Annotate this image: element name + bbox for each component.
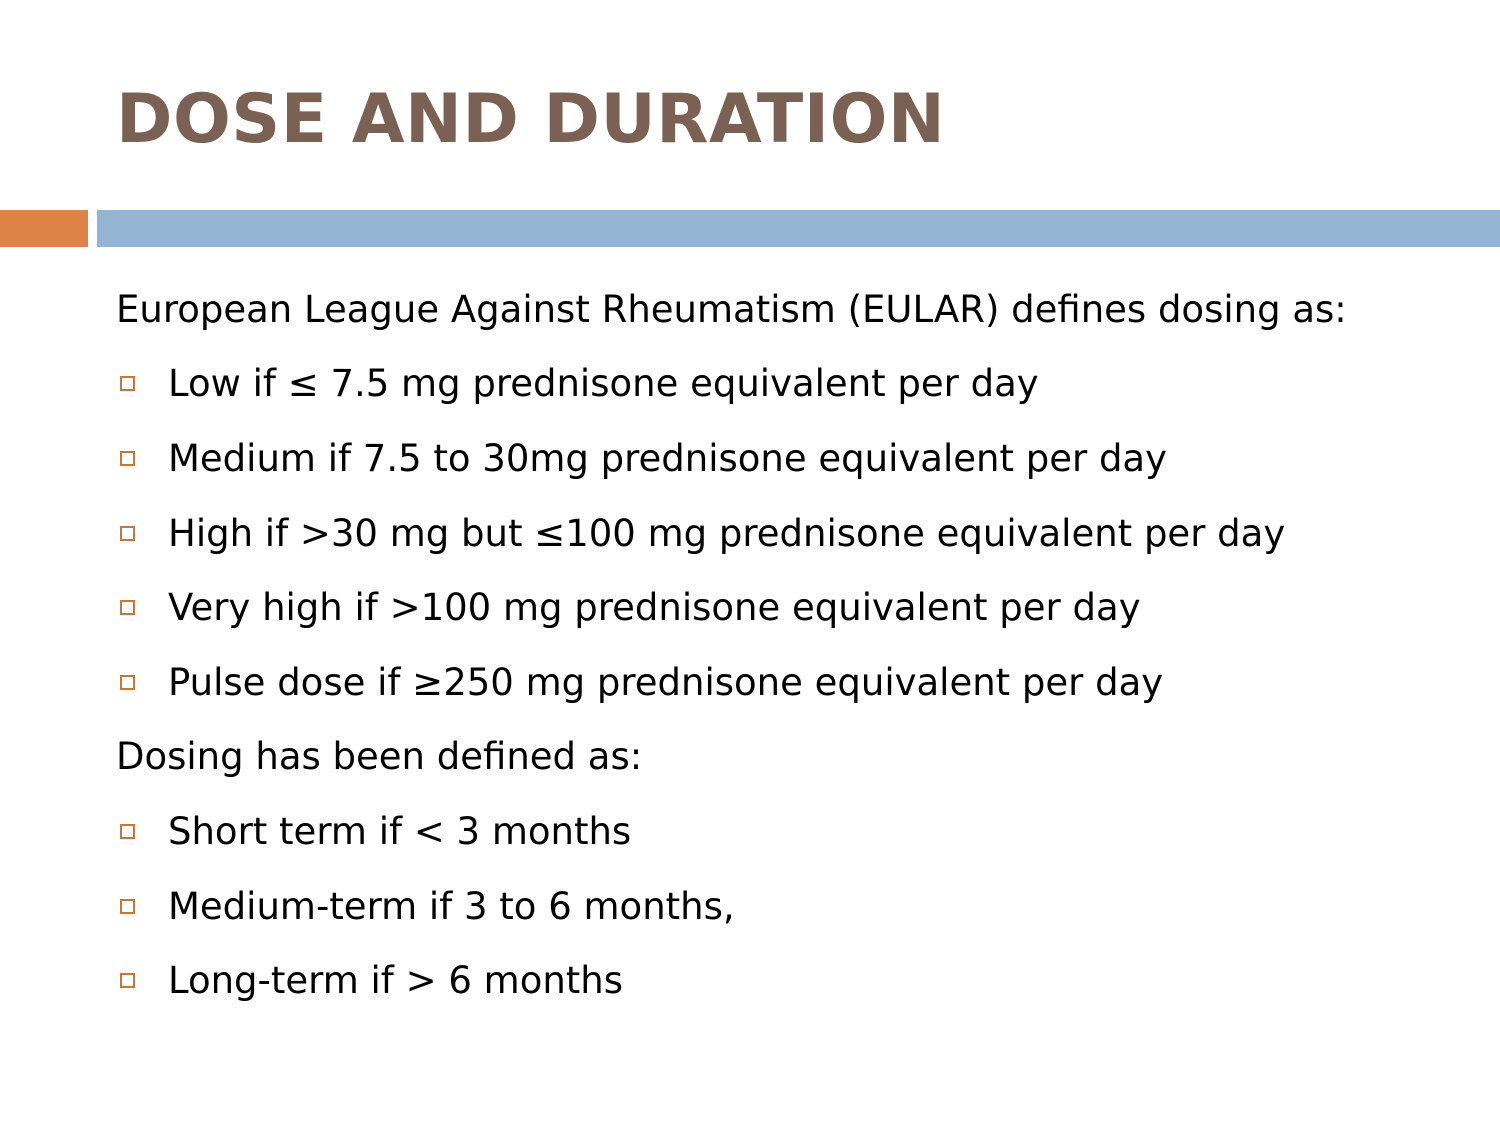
bullet-item bbox=[116, 421, 1486, 496]
bullet-item bbox=[116, 794, 1486, 869]
bullet-text: Low if ≤ 7.5 mg prednisone equivalent per day bbox=[168, 362, 1039, 406]
bullet-text: Medium if 7.5 to 30mg prednisone equivalent per day bbox=[168, 436, 1167, 480]
square-bullet-icon bbox=[120, 376, 135, 391]
accent-bar-blue bbox=[97, 210, 1500, 247]
bullet-text: Medium-term if 3 to 6 months, bbox=[168, 884, 735, 928]
bullet-item bbox=[116, 347, 1486, 422]
slide-body bbox=[116, 272, 1486, 1018]
body-heading bbox=[116, 272, 1486, 347]
square-bullet-icon bbox=[120, 600, 135, 615]
body-heading bbox=[116, 720, 1486, 795]
bullet-item bbox=[116, 645, 1486, 720]
bullet-item bbox=[116, 570, 1486, 645]
bullet-text: Pulse dose if ≥250 mg prednisone equivalent per day bbox=[168, 660, 1164, 704]
body-heading-text: European League Against Rheumatism (EULAR) defines dosing as: bbox=[116, 287, 1347, 331]
slide-title: DOSE AND DURATION bbox=[116, 80, 946, 159]
bullet-text: Long-term if > 6 months bbox=[168, 959, 624, 1003]
bullet-item bbox=[116, 869, 1486, 944]
bullet-text: Very high if >100 mg prednisone equivalent per day bbox=[168, 586, 1141, 630]
bullet-text: High if >30 mg but ≤100 mg prednisone equivalent per day bbox=[168, 511, 1286, 555]
bullet-text: Short term if < 3 months bbox=[168, 809, 632, 853]
square-bullet-icon bbox=[120, 675, 135, 690]
bullet-item bbox=[116, 943, 1486, 1018]
accent-bar-orange bbox=[0, 210, 88, 247]
square-bullet-icon bbox=[120, 973, 135, 988]
square-bullet-icon bbox=[120, 824, 135, 839]
square-bullet-icon bbox=[120, 451, 135, 466]
square-bullet-icon bbox=[120, 899, 135, 914]
square-bullet-icon bbox=[120, 526, 135, 541]
body-heading-text: Dosing has been defined as: bbox=[116, 735, 643, 779]
bullet-item bbox=[116, 496, 1486, 571]
